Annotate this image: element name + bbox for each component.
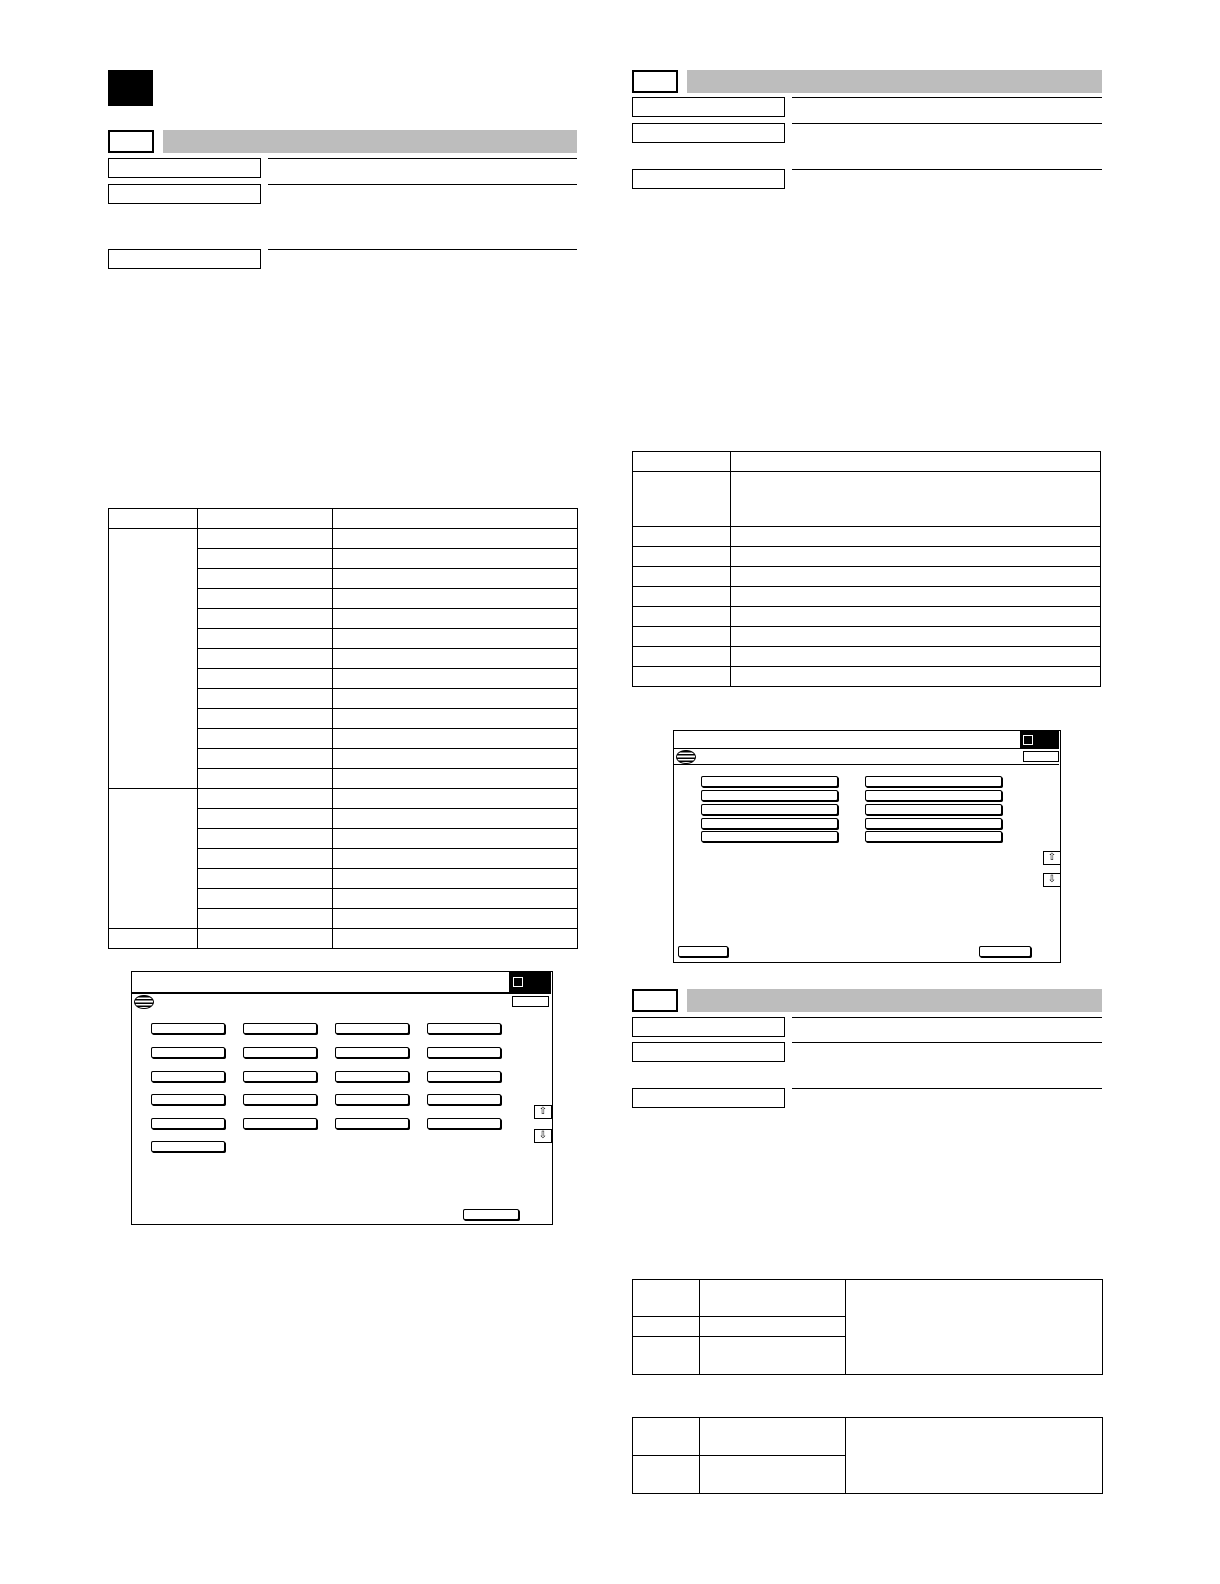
table-cell xyxy=(333,729,578,749)
table-cell xyxy=(333,829,578,849)
table-cell xyxy=(198,789,333,809)
option-button[interactable] xyxy=(427,1071,501,1082)
section-title-bar xyxy=(687,989,1102,1012)
table-cell xyxy=(633,587,731,607)
scroll-down-button[interactable] xyxy=(534,1129,552,1143)
table-cell xyxy=(333,609,578,629)
table-cell xyxy=(333,769,578,789)
table-cell xyxy=(731,547,1101,567)
table-cell xyxy=(198,649,333,669)
menu-icon[interactable] xyxy=(134,995,154,1009)
table-header-cell xyxy=(633,452,731,472)
option-button[interactable] xyxy=(335,1118,409,1129)
lcd-title-bar xyxy=(132,972,551,993)
option-button[interactable] xyxy=(243,1094,317,1105)
section-code-box xyxy=(632,70,678,93)
option-button[interactable] xyxy=(151,1094,225,1105)
field-label-box xyxy=(632,97,785,117)
footer-button[interactable] xyxy=(463,1209,519,1220)
footer-button-right[interactable] xyxy=(979,946,1031,957)
table-cell xyxy=(633,567,731,587)
table-cell xyxy=(198,749,333,769)
table-cell xyxy=(633,1317,700,1337)
table-cell xyxy=(333,689,578,709)
table-cell xyxy=(700,1456,846,1494)
option-button[interactable] xyxy=(151,1141,225,1152)
table-cell xyxy=(198,549,333,569)
field-label-box xyxy=(632,169,785,189)
option-button[interactable] xyxy=(151,1071,225,1082)
table-cell xyxy=(700,1337,846,1375)
section-code-box xyxy=(632,989,678,1012)
option-button[interactable] xyxy=(243,1118,317,1129)
table-cell xyxy=(333,789,578,809)
table-cell xyxy=(731,667,1101,687)
option-button[interactable] xyxy=(701,818,838,829)
option-button[interactable] xyxy=(151,1047,225,1058)
lcd-mode-corner xyxy=(509,972,551,992)
table-cell xyxy=(198,769,333,789)
field-rule xyxy=(792,1042,1102,1043)
footer-button-left[interactable] xyxy=(678,946,728,957)
table-cell xyxy=(333,909,578,929)
option-button[interactable] xyxy=(151,1023,225,1034)
setting-table xyxy=(632,1417,1103,1494)
field-rule xyxy=(792,169,1102,170)
lcd-screen xyxy=(673,730,1061,963)
header-button[interactable] xyxy=(1023,751,1059,762)
scroll-up-button[interactable] xyxy=(534,1105,552,1119)
table-cell xyxy=(333,589,578,609)
option-button[interactable] xyxy=(151,1118,225,1129)
table-cell xyxy=(333,849,578,869)
section-title-bar xyxy=(687,70,1102,93)
option-button[interactable] xyxy=(335,1023,409,1034)
copy-mode-icon xyxy=(1023,735,1033,745)
field-label-box xyxy=(108,249,261,269)
option-button[interactable] xyxy=(865,818,1002,829)
up-arrow-icon: ⇧ xyxy=(538,1106,548,1117)
table-cell xyxy=(198,889,333,909)
copy-mode-icon xyxy=(513,977,523,987)
table-cell xyxy=(198,689,333,709)
field-rule xyxy=(268,158,577,159)
field-label-box xyxy=(108,184,261,204)
menu-icon[interactable] xyxy=(676,750,696,764)
table-cell xyxy=(333,889,578,909)
note-cell xyxy=(846,1280,1103,1375)
option-button[interactable] xyxy=(865,790,1002,801)
table-cell xyxy=(198,809,333,829)
option-button[interactable] xyxy=(243,1023,317,1034)
table-cell xyxy=(333,749,578,769)
setting-table xyxy=(632,1279,1103,1375)
option-button[interactable] xyxy=(701,831,838,842)
item-table xyxy=(108,508,578,949)
option-button[interactable] xyxy=(865,804,1002,815)
table-cell xyxy=(700,1418,846,1456)
table-cell xyxy=(333,529,578,549)
section-title-bar xyxy=(163,130,577,153)
option-button[interactable] xyxy=(427,1023,501,1034)
table-cell xyxy=(633,1456,700,1494)
table-cell xyxy=(198,909,333,929)
option-button[interactable] xyxy=(865,776,1002,787)
scroll-down-button[interactable] xyxy=(1043,873,1061,887)
field-rule xyxy=(792,123,1102,124)
field-label-box xyxy=(632,1088,785,1108)
table-header-cell xyxy=(333,509,578,529)
option-button[interactable] xyxy=(335,1094,409,1105)
field-label-box xyxy=(632,123,785,143)
table-cell xyxy=(333,629,578,649)
table-cell xyxy=(633,472,731,527)
lcd-mode-corner xyxy=(1020,731,1059,749)
group-cell xyxy=(109,929,198,949)
item-table xyxy=(632,451,1101,687)
table-cell xyxy=(198,729,333,749)
table-cell xyxy=(633,1418,700,1456)
section-code-box xyxy=(108,130,154,153)
table-cell xyxy=(633,607,731,627)
table-cell xyxy=(198,529,333,549)
table-cell xyxy=(198,849,333,869)
field-label-box xyxy=(632,1042,785,1062)
field-label-box xyxy=(108,158,261,178)
field-rule xyxy=(792,1017,1102,1018)
table-cell xyxy=(731,567,1101,587)
option-button[interactable] xyxy=(701,776,838,787)
table-cell xyxy=(333,809,578,829)
table-cell xyxy=(731,472,1101,527)
table-cell xyxy=(333,569,578,589)
table-cell xyxy=(198,869,333,889)
option-button[interactable] xyxy=(865,831,1002,842)
group-cell xyxy=(109,529,198,789)
table-cell xyxy=(633,627,731,647)
option-button[interactable] xyxy=(701,804,838,815)
option-button[interactable] xyxy=(427,1094,501,1105)
table-cell xyxy=(731,647,1101,667)
table-cell xyxy=(198,669,333,689)
option-button[interactable] xyxy=(335,1047,409,1058)
table-cell xyxy=(198,569,333,589)
down-arrow-icon: ⇩ xyxy=(1047,874,1057,885)
option-button[interactable] xyxy=(427,1118,501,1129)
group-cell xyxy=(109,789,198,929)
option-button[interactable] xyxy=(427,1047,501,1058)
option-button[interactable] xyxy=(701,790,838,801)
table-cell xyxy=(633,547,731,567)
up-arrow-icon: ⇧ xyxy=(1047,852,1057,863)
field-label-box xyxy=(632,1017,785,1037)
table-cell xyxy=(731,607,1101,627)
option-button[interactable] xyxy=(335,1071,409,1082)
table-cell xyxy=(198,709,333,729)
field-rule xyxy=(792,1088,1102,1089)
table-cell xyxy=(333,929,578,949)
table-cell xyxy=(198,609,333,629)
header-button[interactable] xyxy=(512,996,549,1007)
down-arrow-icon: ⇩ xyxy=(538,1130,548,1141)
table-cell xyxy=(633,1280,700,1317)
table-cell xyxy=(700,1317,846,1337)
table-cell xyxy=(333,649,578,669)
table-header-cell xyxy=(109,509,198,529)
option-button[interactable] xyxy=(243,1071,317,1082)
table-cell xyxy=(198,629,333,649)
table-cell xyxy=(731,587,1101,607)
table-cell xyxy=(633,527,731,547)
option-button[interactable] xyxy=(243,1047,317,1058)
table-cell xyxy=(731,527,1101,547)
table-cell xyxy=(198,589,333,609)
table-cell xyxy=(198,829,333,849)
table-cell xyxy=(333,549,578,569)
scroll-up-button[interactable] xyxy=(1043,851,1061,865)
table-cell xyxy=(633,1337,700,1375)
table-cell xyxy=(700,1280,846,1317)
table-cell xyxy=(633,647,731,667)
table-header-cell xyxy=(198,509,333,529)
table-cell xyxy=(333,669,578,689)
table-cell xyxy=(198,929,333,949)
field-rule xyxy=(268,249,577,250)
field-rule xyxy=(792,97,1102,98)
lcd-subheader xyxy=(132,993,551,994)
table-cell xyxy=(333,709,578,729)
lcd-screen xyxy=(131,971,553,1225)
lcd-subheader xyxy=(674,764,1059,765)
table-header-cell xyxy=(731,452,1101,472)
field-rule xyxy=(268,184,577,185)
table-cell xyxy=(731,627,1101,647)
chapter-marker xyxy=(108,70,153,106)
note-cell xyxy=(846,1418,1103,1494)
lcd-title-bar xyxy=(674,731,1059,749)
table-cell xyxy=(633,667,731,687)
table-cell xyxy=(333,869,578,889)
